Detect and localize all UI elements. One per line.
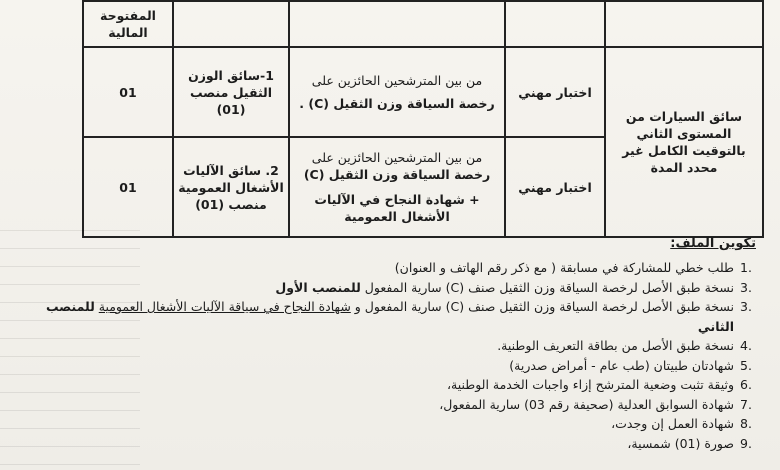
list-item — [38, 258, 752, 278]
item-text: شهادتان طبيتان (طب عام - أمراض صدرية) — [509, 357, 734, 373]
header-mode-cell — [505, 1, 605, 47]
post-cell: 2. سائق الآليات الأشغال العمومية منصب (01) — [173, 137, 289, 237]
underlined-phrase: شهادة النجاح في سياقة الآليات الأشغال العمومية — [98, 299, 351, 314]
condition-main: رخصة السياقة وزن الثقيل (C) . — [299, 96, 495, 111]
item-number: .6 — [740, 377, 752, 392]
list-item — [38, 336, 752, 356]
item-text: صورة (01) شمسية، — [627, 435, 734, 451]
item-text: نسخة طبق الأصل من بطاقة التعريف الوطنية. — [497, 338, 734, 353]
item-text: نسخة طبق الأصل لرخصة السياقة وزن الثقيل صنف (C) سارية المفعول و شهادة النجاح في سياقة الآليات الأشغال العمومية — [98, 299, 734, 314]
mode-cell: اختبار مهني — [505, 47, 605, 137]
header-post-cell — [173, 1, 289, 47]
item-number: .4 — [740, 338, 752, 353]
item-text: شهادة السوابق العدلية (صحيفة رقم 03) سارية المفعول، — [439, 396, 734, 412]
conditions-cell — [289, 137, 505, 237]
list-item — [38, 434, 752, 454]
list-item — [38, 414, 752, 434]
list-item — [38, 375, 752, 395]
documents-list — [38, 258, 760, 453]
faint-background-lines — [0, 230, 140, 470]
item-text: شهادة العمل إن وجدت، — [611, 416, 734, 431]
header-posts-count-cell: المفتوحة المالية — [83, 1, 173, 47]
list-item — [38, 395, 752, 415]
table-row — [83, 47, 763, 137]
count-cell: 01 — [83, 137, 173, 237]
item-text: وثيقة تثبت وضعية المترشح إزاء واجبات الخدمة الوطنية، — [446, 377, 734, 392]
item-number: .3 — [740, 299, 752, 314]
positions-table — [82, 0, 764, 238]
item-text: طلب خطي للمشاركة في مسابقة ( مع ذكر رقم الهاتف و العنوان) — [394, 260, 734, 275]
item-number: .1 — [740, 260, 752, 275]
table-header-row — [83, 1, 763, 47]
condition-extra: + شهادة النجاح في الآليات الأشغال العمومية — [314, 192, 480, 224]
item-text: نسخة طبق الأصل لرخصة السياقة وزن الثقيل صنف (C) سارية المفعول — [360, 279, 734, 295]
mode-cell: اختبار مهني — [505, 137, 605, 237]
header-grade-cell — [605, 1, 763, 47]
documents-section-title: تكوين الملف: — [670, 236, 756, 251]
list-item — [38, 356, 752, 376]
item-number: .8 — [740, 416, 752, 431]
condition-main: رخصة السياقة وزن الثقيل (C) — [303, 167, 491, 182]
condition-intro: من بين المترشحين الحائزين على — [311, 150, 483, 165]
item-bold-text: للمنصب الثاني — [45, 299, 734, 334]
item-number: .5 — [740, 357, 752, 373]
condition-intro: من بين المترشحين الحائزين على — [311, 73, 483, 88]
header-conditions-cell — [289, 1, 505, 47]
list-item — [38, 278, 752, 298]
item-number: .7 — [740, 396, 752, 412]
item-bold-text: للمنصب الأول — [275, 279, 361, 295]
post-cell: 1-سائق الوزن الثقيل منصب (01) — [173, 47, 289, 137]
list-item — [38, 297, 752, 336]
item-number: .3 — [740, 279, 752, 295]
count-cell: 01 — [83, 47, 173, 137]
item-number: .9 — [740, 435, 752, 451]
grade-cell: سائق السيارات من المستوى الثاني بالتوقيت الكامل غير محدد المدة — [605, 47, 763, 237]
conditions-cell — [289, 47, 505, 137]
